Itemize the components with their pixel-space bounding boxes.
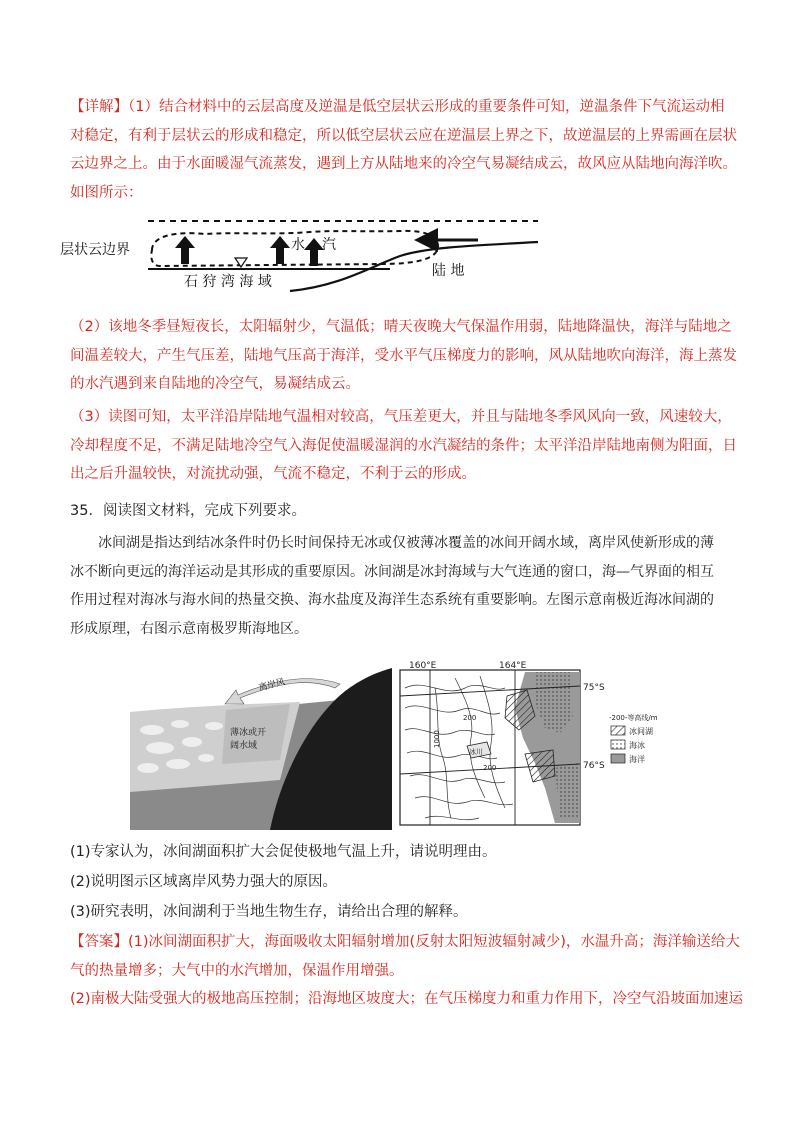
glacier-label: 冰川	[469, 748, 483, 756]
legend-seaice: 海冰	[629, 741, 645, 750]
detail-p1-line: 云边界之上。由于水面暖湿气流蒸发，遇到上方从陆地来的冷空气易凝结成云，故风应从陆地向海洋吹。	[70, 156, 737, 172]
open-water-label: 阔水域	[230, 741, 258, 751]
stratus-cloud-diagram	[60, 212, 560, 302]
sub-question-1: (1)专家认为，冰间湖面积扩大会促使极地气温上升，请说明理由。	[70, 844, 497, 860]
contour-value: 1000	[433, 730, 441, 748]
detail-p1-line: 对稳定，有利于层状云的形成和稳定，所以低空层状云应在逆温层上界之下，故逆温层的上界需画在层状	[70, 127, 737, 144]
legend-swatch-polynya	[611, 726, 625, 735]
detail-p1-line: （1）结合材料中的云层高度及逆温是低空层状云形成的重要条件可知，逆温条件下气流运动相	[128, 99, 725, 115]
detail-paragraph-2	[70, 313, 737, 399]
sea-area-label: 石 狩 湾 海 域	[184, 274, 272, 290]
detail-tag: 【详解】	[70, 99, 128, 115]
longitude-label: 160°E	[409, 661, 437, 671]
map-legend	[609, 713, 658, 764]
contour-value: 200	[483, 764, 497, 772]
answer-tag: 【答案】	[70, 934, 128, 950]
detail-p1-line: 如图所示：	[70, 184, 143, 201]
detail-p2-line: 的水汽遇到来自陆地的冷空气，易凝结成云。	[70, 376, 360, 392]
material-line: 冰不断向更远的海洋运动是其形成的重要原因。冰间湖是冰封海域与大气连通的窗口，海—气界面的相互	[70, 563, 714, 580]
detail-p2-line: （2）该地冬季昼短夜长，太阳辐射少，气温低；晴天夜晚大气保温作用弱，陆地降温快，海洋与陆地之	[70, 319, 732, 335]
answer-block	[70, 928, 744, 1014]
answer-1-line: (1)冰间湖面积扩大，海面吸收太阳辐射增加(反射太阳短波辐射减少)，水温升高；海洋输送给大	[128, 934, 740, 950]
offshore-wind-label: 离岸风	[257, 677, 287, 694]
cloud-boundary-label: 层状云边界	[60, 242, 130, 258]
polynya-formation-figure	[130, 660, 392, 830]
question-material	[70, 529, 730, 643]
latitude-label: 76°S	[583, 761, 605, 771]
up-arrow-icon	[304, 238, 324, 266]
legend-contour: -200-等高线/m	[609, 714, 658, 722]
answer-2-line: (2)南极大陆受强大的极地高压控制；沿海地区坡度大；在气压梯度力和重力作用下，冷空气沿坡面加速运	[70, 991, 744, 1007]
vapor-label: 汽	[322, 237, 336, 253]
question-header: 35．阅读图文材料，完成下列要求。	[70, 503, 306, 519]
detail-p2-line: 间温差较大，产生气压差，陆地气压高于海洋，受水平气压梯度力的影响，风从陆地吹向海洋，海上蒸发	[70, 347, 737, 364]
legend-swatch-ocean	[611, 754, 625, 763]
longitude-label: 164°E	[499, 661, 527, 671]
legend-swatch-seaice	[611, 740, 625, 749]
open-water-label: 薄冰或开	[230, 728, 267, 738]
latitude-label: 75°S	[583, 683, 605, 693]
ross-sea-map	[395, 658, 725, 828]
vapor-label: 水	[291, 237, 305, 253]
legend-polynya: 冰间湖	[629, 727, 653, 736]
contour-value: 200	[463, 714, 477, 722]
detail-p3-line: 冷却程度不足，不满足陆地冷空气入海促使温暖湿润的水汽凝结的条件；太平洋沿岸陆地南侧为阳面，日	[70, 437, 737, 454]
detail-paragraph-1	[70, 93, 737, 207]
material-line: 作用过程对海冰与海水间的热量交换、海水盐度及海洋生态系统有重要影响。左图示意南极近海冰间湖的	[70, 592, 714, 608]
land-label: 陆 地	[432, 263, 465, 279]
detail-paragraph-3	[70, 403, 737, 489]
up-arrow-icon	[175, 236, 195, 264]
legend-ocean: 海洋	[629, 755, 645, 764]
material-line: 形成原理，右图示意南极罗斯海地区。	[70, 620, 308, 637]
detail-p3-line: 出之后升温较快，对流扰动强，气流不稳定，不利于云的形成。	[70, 466, 476, 482]
sub-question-3: (3)研究表明，冰间湖利于当地生物生存，请给出合理的解释。	[70, 904, 468, 920]
material-line: 冰间湖是指达到结冰条件时仍长时间保持无冰或仅被薄冰覆盖的冰间开阔水域，离岸风使新形成的薄	[98, 535, 714, 551]
up-arrow-icon	[270, 236, 290, 264]
detail-p3-line: （3）读图可知，太平洋沿岸陆地气温相对较高，气压差更大，并且与陆地冬季风风向一致，风速较大，	[70, 409, 732, 425]
answer-1-line: 气的热量增多；大气中的水汽增加，保温作用增强。	[70, 962, 404, 979]
sub-question-2: (2)说明图示区域离岸风势力强大的原因。	[70, 874, 338, 890]
